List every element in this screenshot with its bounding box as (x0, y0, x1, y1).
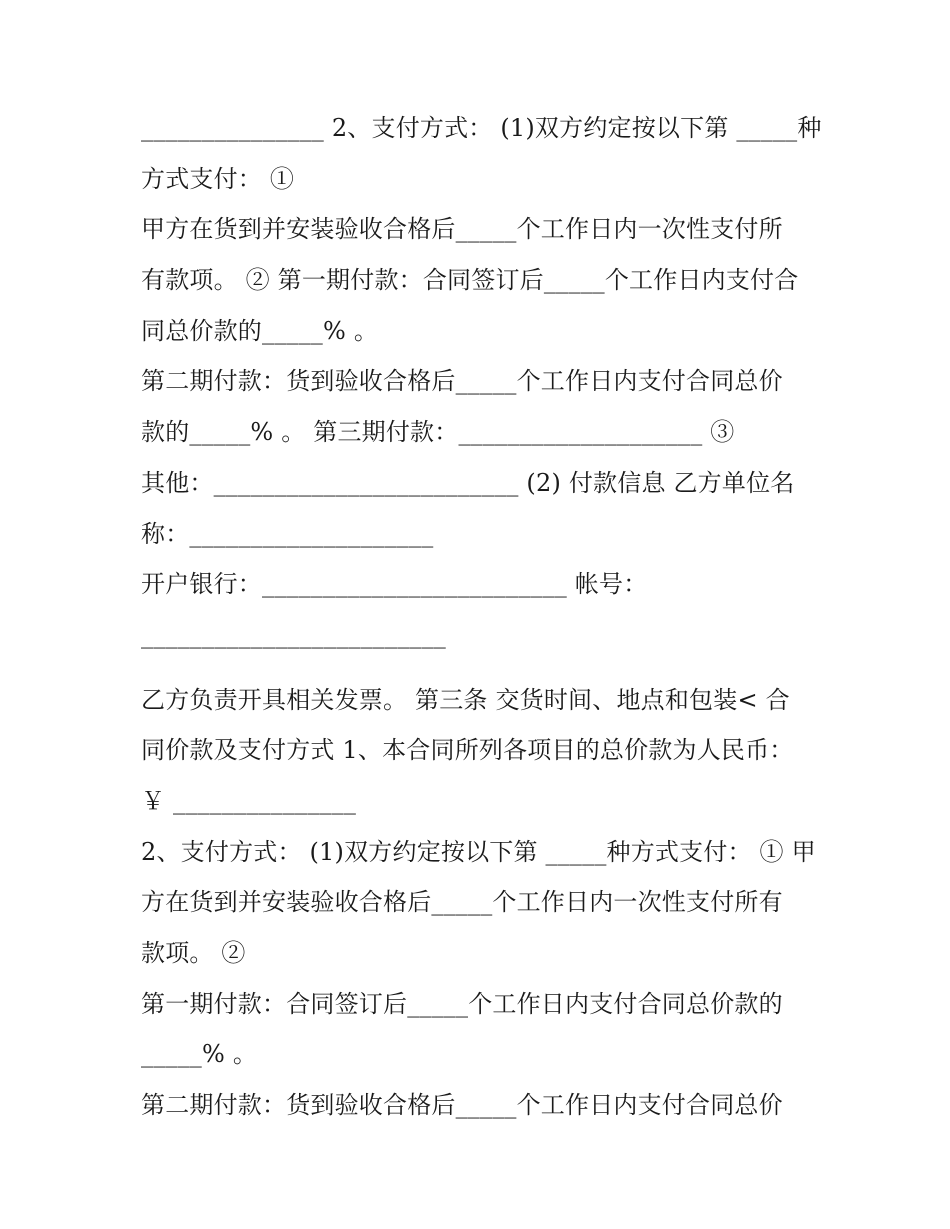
text-line: ￥ _______________ (141, 786, 357, 815)
text-line: 方在货到并安装验收合格后_____个工作日内一次性支付所有 (141, 888, 783, 917)
text-line: 同总价款的_____% 。 (141, 316, 379, 345)
text-line: _______________ 2、支付方式： (1)双方约定按以下第 _____种 (141, 114, 822, 142)
text-line: 有款项。 ② 第一期付款：合同签订后_____个工作日内支付合 (141, 266, 799, 295)
document-body (141, 103, 821, 1131)
text-line: 方式支付： ① (141, 164, 295, 193)
text-line: _____% 。 (141, 1040, 258, 1069)
text-line: 称：____________________ (141, 519, 434, 548)
text-line: 其他：_________________________ (2) 付款信息 乙方单位名 (141, 468, 795, 497)
text-line: 第一期付款：合同签订后_____个工作日内支付合同总价款的 (141, 989, 783, 1018)
text-line: 甲方在货到并安装验收合格后_____个工作日内一次性支付所 (141, 215, 783, 244)
text-line: 乙方负责开具相关发票。 第三条 交货时间、地点和包装< 合 (141, 685, 790, 714)
text-line: 同价款及支付方式 1、本合同所列各项目的总价款为人民币： (141, 736, 794, 765)
text-line: 第二期付款：货到验收合格后_____个工作日内支付合同总价 (141, 367, 783, 396)
text-line: 款的_____% 。 第三期付款：____________________ ③ (141, 418, 735, 447)
text-line: _________________________ (141, 620, 446, 649)
text-line: 2、支付方式： (1)双方约定按以下第 _____种方式支付： ① 甲 (141, 837, 816, 866)
text-line: 款项。 ② (141, 939, 246, 967)
text-line: 开户银行：_________________________ 帐号： (141, 570, 648, 599)
text-line: 第二期付款：货到验收合格后_____个工作日内支付合同总价 (141, 1091, 783, 1120)
